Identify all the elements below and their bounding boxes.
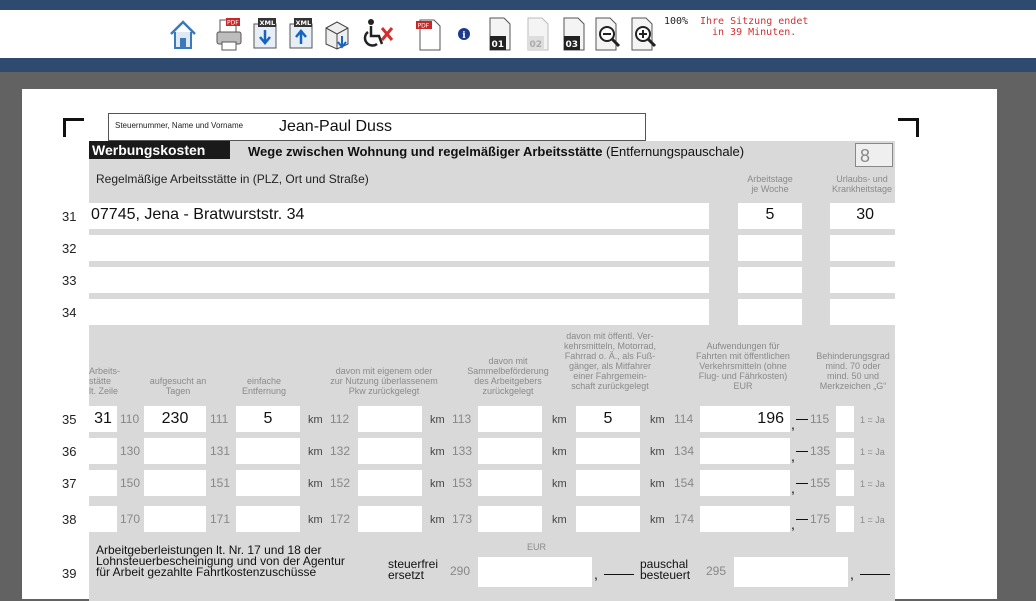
visit-days-input[interactable] (144, 406, 206, 432)
transport-costs-value: 196 (757, 410, 784, 427)
field-code: 173 (452, 512, 473, 526)
decimal-separator: , (791, 516, 795, 532)
km-unit: km (430, 514, 445, 526)
handicap-input[interactable] (836, 506, 854, 532)
workplace-line-input[interactable] (89, 438, 117, 464)
subtitle-rest: (Entfernungspauschale) (606, 144, 745, 159)
leave-days-input[interactable] (830, 299, 896, 325)
km-unit: km (308, 478, 323, 490)
transport-costs-input[interactable] (700, 438, 790, 464)
package-download-icon[interactable] (322, 16, 352, 52)
field-code: 111 (210, 412, 229, 426)
pkw-distance-input[interactable] (358, 506, 422, 532)
zoom-out-icon[interactable] (592, 16, 624, 52)
field-code: 115 (810, 412, 830, 426)
section-title: Werbungskosten (89, 141, 230, 159)
workplace-address-input[interactable] (89, 203, 709, 229)
field-code: 152 (330, 476, 351, 490)
field-code: 174 (674, 512, 695, 526)
yes-hint: 1 = Ja (860, 447, 885, 457)
col-head-days: aufgesucht an Tagen (149, 376, 207, 396)
row-number: 36 (62, 444, 77, 459)
workplace-address-input[interactable] (89, 299, 709, 325)
yes-hint: 1 = Ja (860, 479, 885, 489)
field-code: 153 (452, 476, 473, 490)
page-01-icon[interactable] (486, 16, 514, 52)
zoom-level: 100% (664, 16, 689, 27)
workplace-address-input[interactable] (89, 235, 709, 261)
svg-text:PDF: PDF (227, 19, 239, 27)
top-bar (0, 0, 1036, 10)
row-number: 35 (62, 412, 77, 427)
leave-days-input[interactable] (830, 203, 896, 229)
page-number-box: 8 (855, 143, 893, 167)
employer-benefits-text: Arbeitgeberleistungen lt. Nr. 17 und 18 der Lohnsteuerbescheinigung und von der Agentur für Arbeit gezahlte Fahrtkostenzuschüsse (96, 543, 345, 579)
col-head-workplace-line: Arbeits- stätte lt. Zeile (89, 366, 121, 396)
km-unit: km (650, 414, 665, 426)
session-line-2: in 39 Minuten. (712, 27, 797, 38)
row-number-39: 39 (62, 566, 77, 581)
decimal-separator: , (791, 480, 795, 496)
workplace-line-value: 31 (94, 410, 112, 427)
svg-text:i: i (462, 31, 466, 41)
handicap-input[interactable] (836, 406, 854, 432)
pkw-distance-input[interactable] (358, 438, 422, 464)
transport-costs-input[interactable] (700, 406, 790, 432)
km-unit: km (552, 514, 567, 526)
session-timer (700, 16, 808, 38)
section-subtitle (248, 144, 744, 159)
field-code-290: 290 (450, 564, 471, 578)
zoom-in-icon[interactable] (628, 16, 660, 52)
decimal-separator: , (791, 448, 795, 464)
workplace-header: Regelmäßige Arbeitsstätte in (PLZ, Ort und Straße) (96, 172, 369, 186)
days-per-week-input[interactable] (738, 235, 802, 261)
workplace-line-input[interactable] (89, 406, 117, 432)
taxpayer-id-box[interactable] (108, 113, 646, 141)
km-unit: km (650, 446, 665, 458)
svg-text:03: 03 (565, 40, 579, 50)
row-number: 37 (62, 476, 77, 491)
km-unit: km (552, 478, 567, 490)
km-unit: km (430, 446, 445, 458)
field-code: 131 (210, 444, 231, 458)
handicap-input[interactable] (836, 470, 854, 496)
sammel-distance-input[interactable] (478, 506, 542, 532)
crop-corner-right (898, 118, 919, 137)
days-per-week-input[interactable] (738, 299, 802, 325)
leave-days-value: 30 (856, 206, 874, 223)
days-per-week-header: Arbeitstage je Woche (747, 174, 793, 194)
field-code: 110 (120, 412, 140, 426)
km-unit: km (650, 478, 665, 490)
visit-days-value: 230 (161, 410, 189, 427)
sammel-distance-input[interactable] (478, 406, 542, 432)
decimal-separator: , (850, 566, 854, 582)
sammel-distance-input[interactable] (478, 470, 542, 496)
field-code: 135 (810, 444, 831, 458)
field-code: 170 (120, 512, 141, 526)
distance-value: 5 (263, 410, 273, 427)
row-number: 31 (62, 209, 77, 224)
field-code-295: 295 (706, 564, 727, 578)
pkw-distance-input[interactable] (358, 470, 422, 496)
field-code: 114 (674, 412, 694, 426)
field-code: 112 (330, 412, 350, 426)
cents-dash (796, 419, 808, 420)
km-unit: km (308, 414, 323, 426)
transport-costs-input[interactable] (700, 506, 790, 532)
cents-dash (796, 519, 808, 520)
col-head-sammel: davon mit Sammelbeförderung des Arbeitgebers zurückgelegt (467, 356, 549, 396)
distance-input[interactable] (236, 506, 300, 532)
field-code: 130 (120, 444, 141, 458)
leave-days-header: Urlaubs- und Krankheitstage (831, 174, 893, 194)
page-03-icon[interactable] (560, 16, 588, 52)
leave-days-input[interactable] (830, 267, 896, 293)
cents-dash (604, 574, 634, 575)
public-transport-distance-input[interactable] (576, 506, 640, 532)
field-code: 171 (210, 512, 231, 526)
km-unit: km (552, 446, 567, 458)
transport-costs-input[interactable] (700, 470, 790, 496)
field-code: 113 (452, 412, 472, 426)
public-transport-distance-value: 5 (603, 410, 613, 427)
yes-hint: 1 = Ja (860, 415, 885, 425)
home-icon[interactable] (168, 16, 198, 52)
col-head-costs: Aufwendungen für Fahrten mit öffentlichen Verkehrsmitteln (ohne Flug- und Fährkosten) EUR (696, 341, 790, 391)
distance-input[interactable] (236, 470, 300, 496)
public-transport-distance-input[interactable] (576, 470, 640, 496)
workplace-line-input[interactable] (89, 470, 117, 496)
row-number: 33 (62, 273, 77, 288)
visit-days-input[interactable] (144, 470, 206, 496)
field-code: 154 (674, 476, 695, 490)
workplace-address-value: 07745, Jena - Bratwurststr. 34 (91, 206, 305, 223)
km-unit: km (650, 514, 665, 526)
days-per-week-value: 5 (765, 206, 775, 223)
flat-taxed-label: pauschal besteuert (640, 557, 691, 582)
visit-days-input[interactable] (144, 438, 206, 464)
pdf-icon[interactable] (414, 16, 442, 52)
svg-text:XML: XML (259, 19, 276, 27)
cents-dash (796, 451, 808, 452)
col-head-distance: einfache Entfernung (241, 376, 287, 396)
xml-import-icon[interactable] (286, 16, 316, 52)
field-code: 172 (330, 512, 351, 526)
svg-text:PDF: PDF (417, 22, 430, 30)
xml-export-icon[interactable] (250, 16, 280, 52)
km-unit: km (308, 514, 323, 526)
row-number: 34 (62, 305, 77, 320)
taxpayer-name: Jean-Paul Duss (279, 118, 392, 135)
days-per-week-input[interactable] (738, 203, 802, 229)
field-code: 151 (210, 476, 231, 490)
col-head-oeffentlich: davon mit öffentl. Ver- kehrsmitteln, Motorrad, Fahrrad o. Ä., als Fuß- gänger, als Mitfahrer einer Fahrgemein- schaft zurückgelegt (563, 331, 657, 391)
visit-days-input[interactable] (144, 506, 206, 532)
pkw-distance-input[interactable] (358, 406, 422, 432)
crop-corner-left (63, 118, 84, 137)
field-code: 155 (810, 476, 831, 490)
subtitle-bold: Wege zwischen Wohnung und regelmäßiger Arbeitsstätte (248, 144, 603, 159)
eur-label: EUR (527, 542, 547, 552)
distance-input[interactable] (236, 406, 300, 432)
km-unit: km (430, 478, 445, 490)
field-code: 132 (330, 444, 351, 458)
cents-dash (796, 483, 808, 484)
handicap-input[interactable] (836, 438, 854, 464)
pdf-print-icon[interactable] (214, 16, 244, 52)
km-unit: km (430, 414, 445, 426)
col-head-handicap: Behinderungsgrad mind. 70 oder mind. 50 und Merkzeichen „G“ (816, 351, 890, 391)
flat-taxed-input[interactable] (734, 557, 848, 587)
col-head-pkw: davon mit eigenem oder zur Nutzung überlassenem Pkw zurückgelegt (330, 366, 438, 396)
cents-dash (860, 574, 890, 575)
field-code: 134 (674, 444, 695, 458)
sammel-distance-input[interactable] (478, 438, 542, 464)
field-code: 175 (810, 512, 831, 526)
page-02-icon[interactable] (524, 16, 552, 52)
workplace-address-input[interactable] (89, 267, 709, 293)
km-unit: km (552, 414, 567, 426)
distance-input[interactable] (236, 438, 300, 464)
svg-text:01: 01 (491, 40, 505, 50)
taxpayer-id-label: Steuernummer, Name und Vorname (115, 121, 244, 130)
toolbar-bottom-bar (0, 58, 1036, 72)
row-number: 32 (62, 241, 77, 256)
decimal-separator: , (594, 566, 598, 582)
row-number: 38 (62, 512, 77, 527)
svg-text:02: 02 (529, 40, 543, 50)
field-code: 133 (452, 444, 473, 458)
tax-free-label: steuerfrei ersetzt (388, 557, 439, 582)
session-line-1: Ihre Sitzung endet (700, 16, 809, 27)
toolbar (0, 10, 1036, 58)
workplace-line-input[interactable] (89, 506, 117, 532)
leave-days-input[interactable] (830, 235, 896, 261)
km-unit: km (308, 446, 323, 458)
accessibility-off-icon[interactable] (360, 16, 394, 52)
tax-free-input[interactable] (478, 557, 592, 587)
yes-hint: 1 = Ja (860, 515, 885, 525)
info-icon[interactable] (456, 16, 472, 52)
decimal-separator: , (791, 416, 795, 432)
days-per-week-input[interactable] (738, 267, 802, 293)
svg-text:XML: XML (295, 19, 312, 27)
public-transport-distance-input[interactable] (576, 406, 640, 432)
field-code: 150 (120, 476, 141, 490)
public-transport-distance-input[interactable] (576, 438, 640, 464)
